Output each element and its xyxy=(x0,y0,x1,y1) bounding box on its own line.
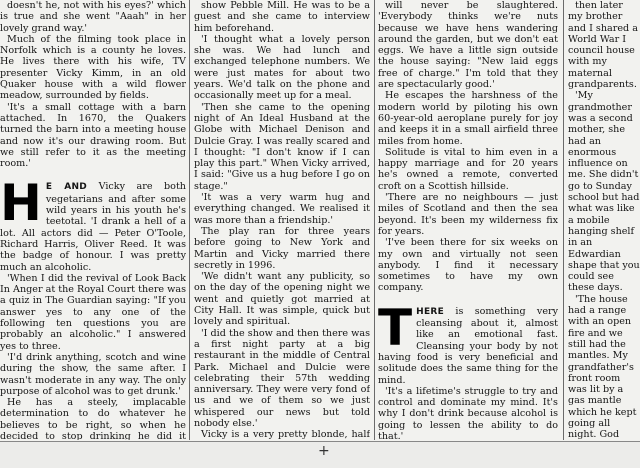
paragraph: will never be slaughtered. 'Everybody thinks we're nuts because we have hens wandering around the garden, but we don't eat eggs. We have a little sign outside the house saying: "New laid eggs free of charge." I'm told that they are spectacularly good.' xyxy=(378,0,558,91)
paragraph: 'It's a lifetime's struggle to try and control and dominate my mind. It's why I don't drink because alcohol is going to lessen the ability to do that.' xyxy=(378,385,558,440)
paragraph: 'There are no neighbours — just miles of Scotland and then the sea beyond. It's been my wilderness fix for years. xyxy=(378,192,558,237)
paragraph: doesn't he, not with his eyes?' which is true and she went "Aaah" in her lovely grand way.' xyxy=(0,0,186,34)
column-rule xyxy=(189,0,190,440)
paragraph: The play ran for three years before going to New York and Martin and Vicky married there secretly in 1996. xyxy=(194,225,370,271)
paragraph: 'I'd drink anything, scotch and wine during the show, the same after. I wasn't moderate in any way. The only purpose of alcohol was to get drunk.' xyxy=(0,351,186,397)
dropcap-paragraph xyxy=(0,174,186,273)
article-column-2 xyxy=(194,0,370,440)
run-in-caps: E AND xyxy=(45,182,88,193)
run-in-caps: HERE xyxy=(416,306,445,317)
paragraph: 'It's a small cottage with a barn attached. In 1670, the Quakers turned the barn into a meeting house and now it's our drawing room. But we still refer to it as the meeting room.' xyxy=(0,101,186,170)
dropcap-letter: H xyxy=(0,174,42,233)
paragraph: Solitude is vital to him even in a happy marriage and for 20 years he's owned a remote, converted croft on a Scottish hillside. xyxy=(378,146,558,192)
paragraph: 'I did the show and then there was a first night party at a big restaurant in the middle of Central Park. Michael and Dulcie were celebrating their 57th wedding anniversary. They were very fond of us and we of them so we just whispered our news but told nobody else.' xyxy=(194,327,370,429)
column-rule xyxy=(374,0,375,440)
lead-text: Vicky are both vegetarians and after some wild years in his youth he's teetotal. 'I drank a hell of a lot. All actors did — Peter O'Toole, Richard Harris, Oliver Reed. It was the badge of honour. I was pretty much an alcoholic. xyxy=(0,181,186,273)
paragraph: 'I've been there for six weeks on my own and virtually not seen anybody. I find it necessary sometimes to have my own company. xyxy=(378,237,558,294)
paragraph: Much of the filming took place in Norfolk which is a county he loves. He lives there with his wife, TV presenter Vicky Kimm, in an old Quaker house with a wild flower meadow, surrounded by fields. xyxy=(0,33,186,102)
paragraph: 'The house had a range with an open fire and we still had the mantles. My grandfather's front room was lit by a gas mantle which he kept going all night. God xyxy=(568,293,637,440)
crop-mark: + xyxy=(318,443,330,459)
article-column-3 xyxy=(378,0,558,440)
column-rule xyxy=(563,0,564,440)
paragraph: then later my brother and I shared a World War I council house with my maternal grandparents. xyxy=(568,0,638,91)
paragraph: 'Then she came to the opening night of An Ideal Husband at the Globe with Michael Denison and Dulcie Gray. I was really scared and I thought: "I don't know if I can play this part." When Vicky arrived, I said: "Give us a hug before I go on stage." xyxy=(194,101,370,192)
paragraph: 'My grandmother was a second mother, she had an enormous influence on me. She didn't go to Sunday school but had what was like a mobile hanging shelf in an Edwardian shape that you could see these days. xyxy=(568,90,640,294)
dropcap-paragraph xyxy=(378,298,558,386)
paragraph: 'When I did the revival of Look Back In Anger at the Royal Court there was a quiz in The Guardian saying: "If you answer yes to any one of the following ten questions you are probably an alcoholic." I answered yes to three. xyxy=(0,272,186,352)
paragraph: show Pebble Mill. He was to be a guest and she came to interview him beforehand. xyxy=(194,0,370,34)
dropcap-letter: T xyxy=(378,298,413,357)
article-column-1 xyxy=(0,0,186,440)
paragraph: 'I thought what a lovely person she was. We had lunch and exchanged telephone numbers. We were just mates for about two years. We'd talk on the phone and occasionally meet up for a meal. xyxy=(194,33,370,102)
article-column-4 xyxy=(568,0,640,440)
paragraph: He escapes the harshness of the modern world by piloting his own 60-year-old aeroplane purely for joy and keeps it in a small airfield three miles from home. xyxy=(378,90,558,147)
paragraph: He has a steely, implacable determination to do whatever he believes to be right, so when he decided to stop drinking he did it xyxy=(0,397,186,440)
paragraph: Vicky is a very pretty blonde, half xyxy=(201,429,370,440)
paragraph: 'It was a very warm hug and everything changed. We realised it was more than a friendship.' xyxy=(194,192,370,226)
lead-text: is something very cleansing about it, almost like an emotional fast. Cleansing your body by not having food is very beneficial and solitude does the same thing for the mind. xyxy=(378,305,558,386)
paragraph: 'We didn't want any publicity, so on the day of the opening night we went and quietly got married at City Hall. It was simple, quick but lovely and spiritual. xyxy=(194,271,370,328)
